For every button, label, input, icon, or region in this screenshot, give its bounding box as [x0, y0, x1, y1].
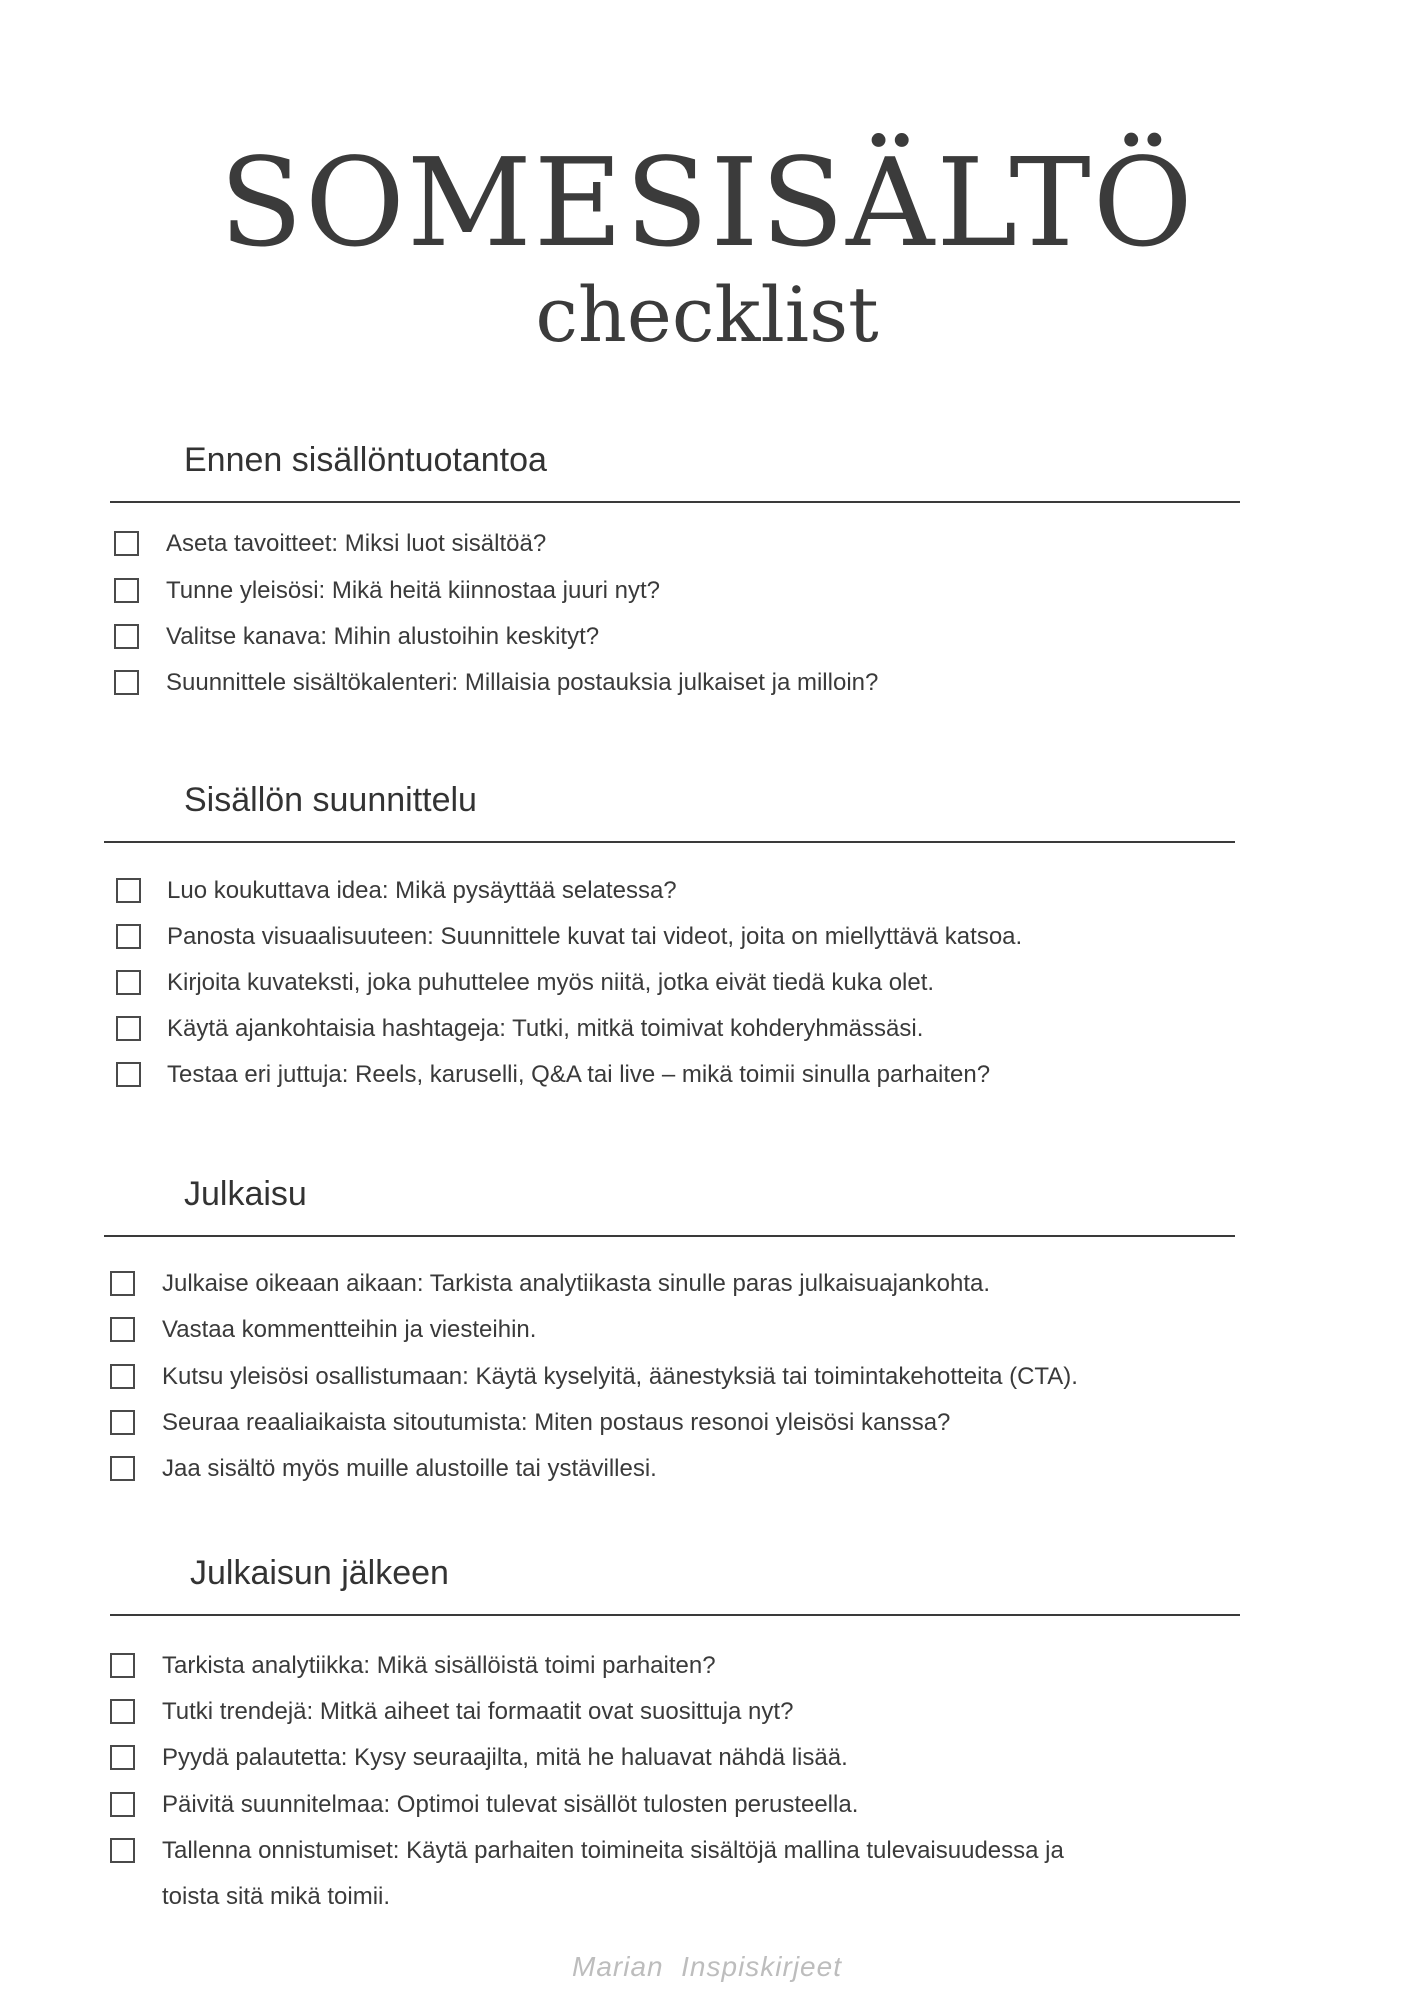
- checkbox[interactable]: [114, 578, 139, 603]
- item-label: Seuraa reaaliaikaista sitoutumista: Miten postaus resonoi yleisösi kanssa?: [162, 1409, 951, 1436]
- item-label: Panosta visuaalisuuteen: Suunnittele kuvat tai videot, joita on miellyttävä katsoa.: [167, 923, 1023, 950]
- item-label: Luo koukuttava idea: Mikä pysäyttää selatessa?: [167, 877, 677, 904]
- item-label: Julkaise oikeaan aikaan: Tarkista analytiikasta sinulle paras julkaisuajankohta.: [162, 1270, 991, 1297]
- item-label: Käytä ajankohtaisia hashtageja: Tutki, mitkä toimivat kohderyhmässäsi.: [167, 1015, 924, 1042]
- checkbox[interactable]: [110, 1838, 135, 1863]
- checkbox[interactable]: [114, 670, 139, 695]
- section-divider: [104, 1235, 1235, 1237]
- document-title: SOMESISÄLTÖ: [219, 132, 1195, 274]
- checkbox[interactable]: [110, 1271, 135, 1296]
- section-divider: [110, 1614, 1240, 1616]
- footer-signature: Marian Inspiskirjeet: [572, 1951, 842, 1982]
- checkbox[interactable]: [110, 1364, 135, 1389]
- item-label-continuation: toista sitä mikä toimii.: [162, 1883, 391, 1910]
- section-divider: [104, 841, 1235, 843]
- item-label: Valitse kanava: Mihin alustoihin keskityt?: [166, 623, 600, 650]
- checkbox[interactable]: [114, 531, 139, 556]
- checkbox[interactable]: [110, 1410, 135, 1435]
- item-label: Tarkista analytiikka: Mikä sisällöistä toimi parhaiten?: [162, 1652, 716, 1679]
- checkbox[interactable]: [116, 1016, 141, 1041]
- section-heading: Sisällön suunnittelu: [184, 781, 477, 819]
- item-label: Päivitä suunnitelmaa: Optimoi tulevat sisällöt tulosten perusteella.: [162, 1791, 859, 1818]
- item-label: Jaa sisältö myös muille alustoille tai ystävillesi.: [162, 1455, 657, 1482]
- checkbox[interactable]: [110, 1456, 135, 1481]
- checkbox[interactable]: [110, 1653, 135, 1678]
- item-label: Kirjoita kuvateksti, joka puhuttelee myös niitä, jotka eivät tiedä kuka olet.: [167, 969, 935, 996]
- item-label: Tunne yleisösi: Mikä heitä kiinnostaa juuri nyt?: [166, 577, 661, 604]
- item-label: Tallenna onnistumiset: Käytä parhaiten toimineita sisältöjä mallina tulevaisuudessa ja: [162, 1837, 1064, 1864]
- section-heading: Julkaisu: [184, 1175, 307, 1213]
- item-label: Pyydä palautetta: Kysy seuraajilta, mitä he haluavat nähdä lisää.: [162, 1744, 848, 1771]
- checkbox[interactable]: [110, 1317, 135, 1342]
- section-heading: Ennen sisällöntuotantoa: [184, 441, 547, 479]
- checkbox[interactable]: [116, 970, 141, 995]
- checkbox[interactable]: [114, 624, 139, 649]
- checkbox[interactable]: [116, 1062, 141, 1087]
- checkbox[interactable]: [110, 1699, 135, 1724]
- item-label: Aseta tavoitteet: Miksi luot sisältöä?: [166, 530, 547, 557]
- section-heading: Julkaisun jälkeen: [190, 1554, 449, 1592]
- section-divider: [110, 501, 1240, 503]
- item-label: Kutsu yleisösi osallistumaan: Käytä kyselyitä, äänestyksiä tai toimintakehotteita (CTA).: [162, 1363, 1078, 1390]
- item-label: Vastaa kommentteihin ja viesteihin.: [162, 1316, 537, 1343]
- item-label: Suunnittele sisältökalenteri: Millaisia postauksia julkaiset ja milloin?: [166, 669, 879, 696]
- item-label: Testaa eri juttuja: Reels, karuselli, Q&A tai live – mikä toimii sinulla parhaiten?: [167, 1061, 991, 1088]
- checkbox[interactable]: [116, 924, 141, 949]
- checkbox[interactable]: [116, 878, 141, 903]
- checkbox[interactable]: [110, 1745, 135, 1770]
- item-label: Tutki trendejä: Mitkä aiheet tai formaatit ovat suosittuja nyt?: [162, 1698, 794, 1725]
- checkbox[interactable]: [110, 1792, 135, 1817]
- document-subtitle: checklist: [535, 270, 879, 359]
